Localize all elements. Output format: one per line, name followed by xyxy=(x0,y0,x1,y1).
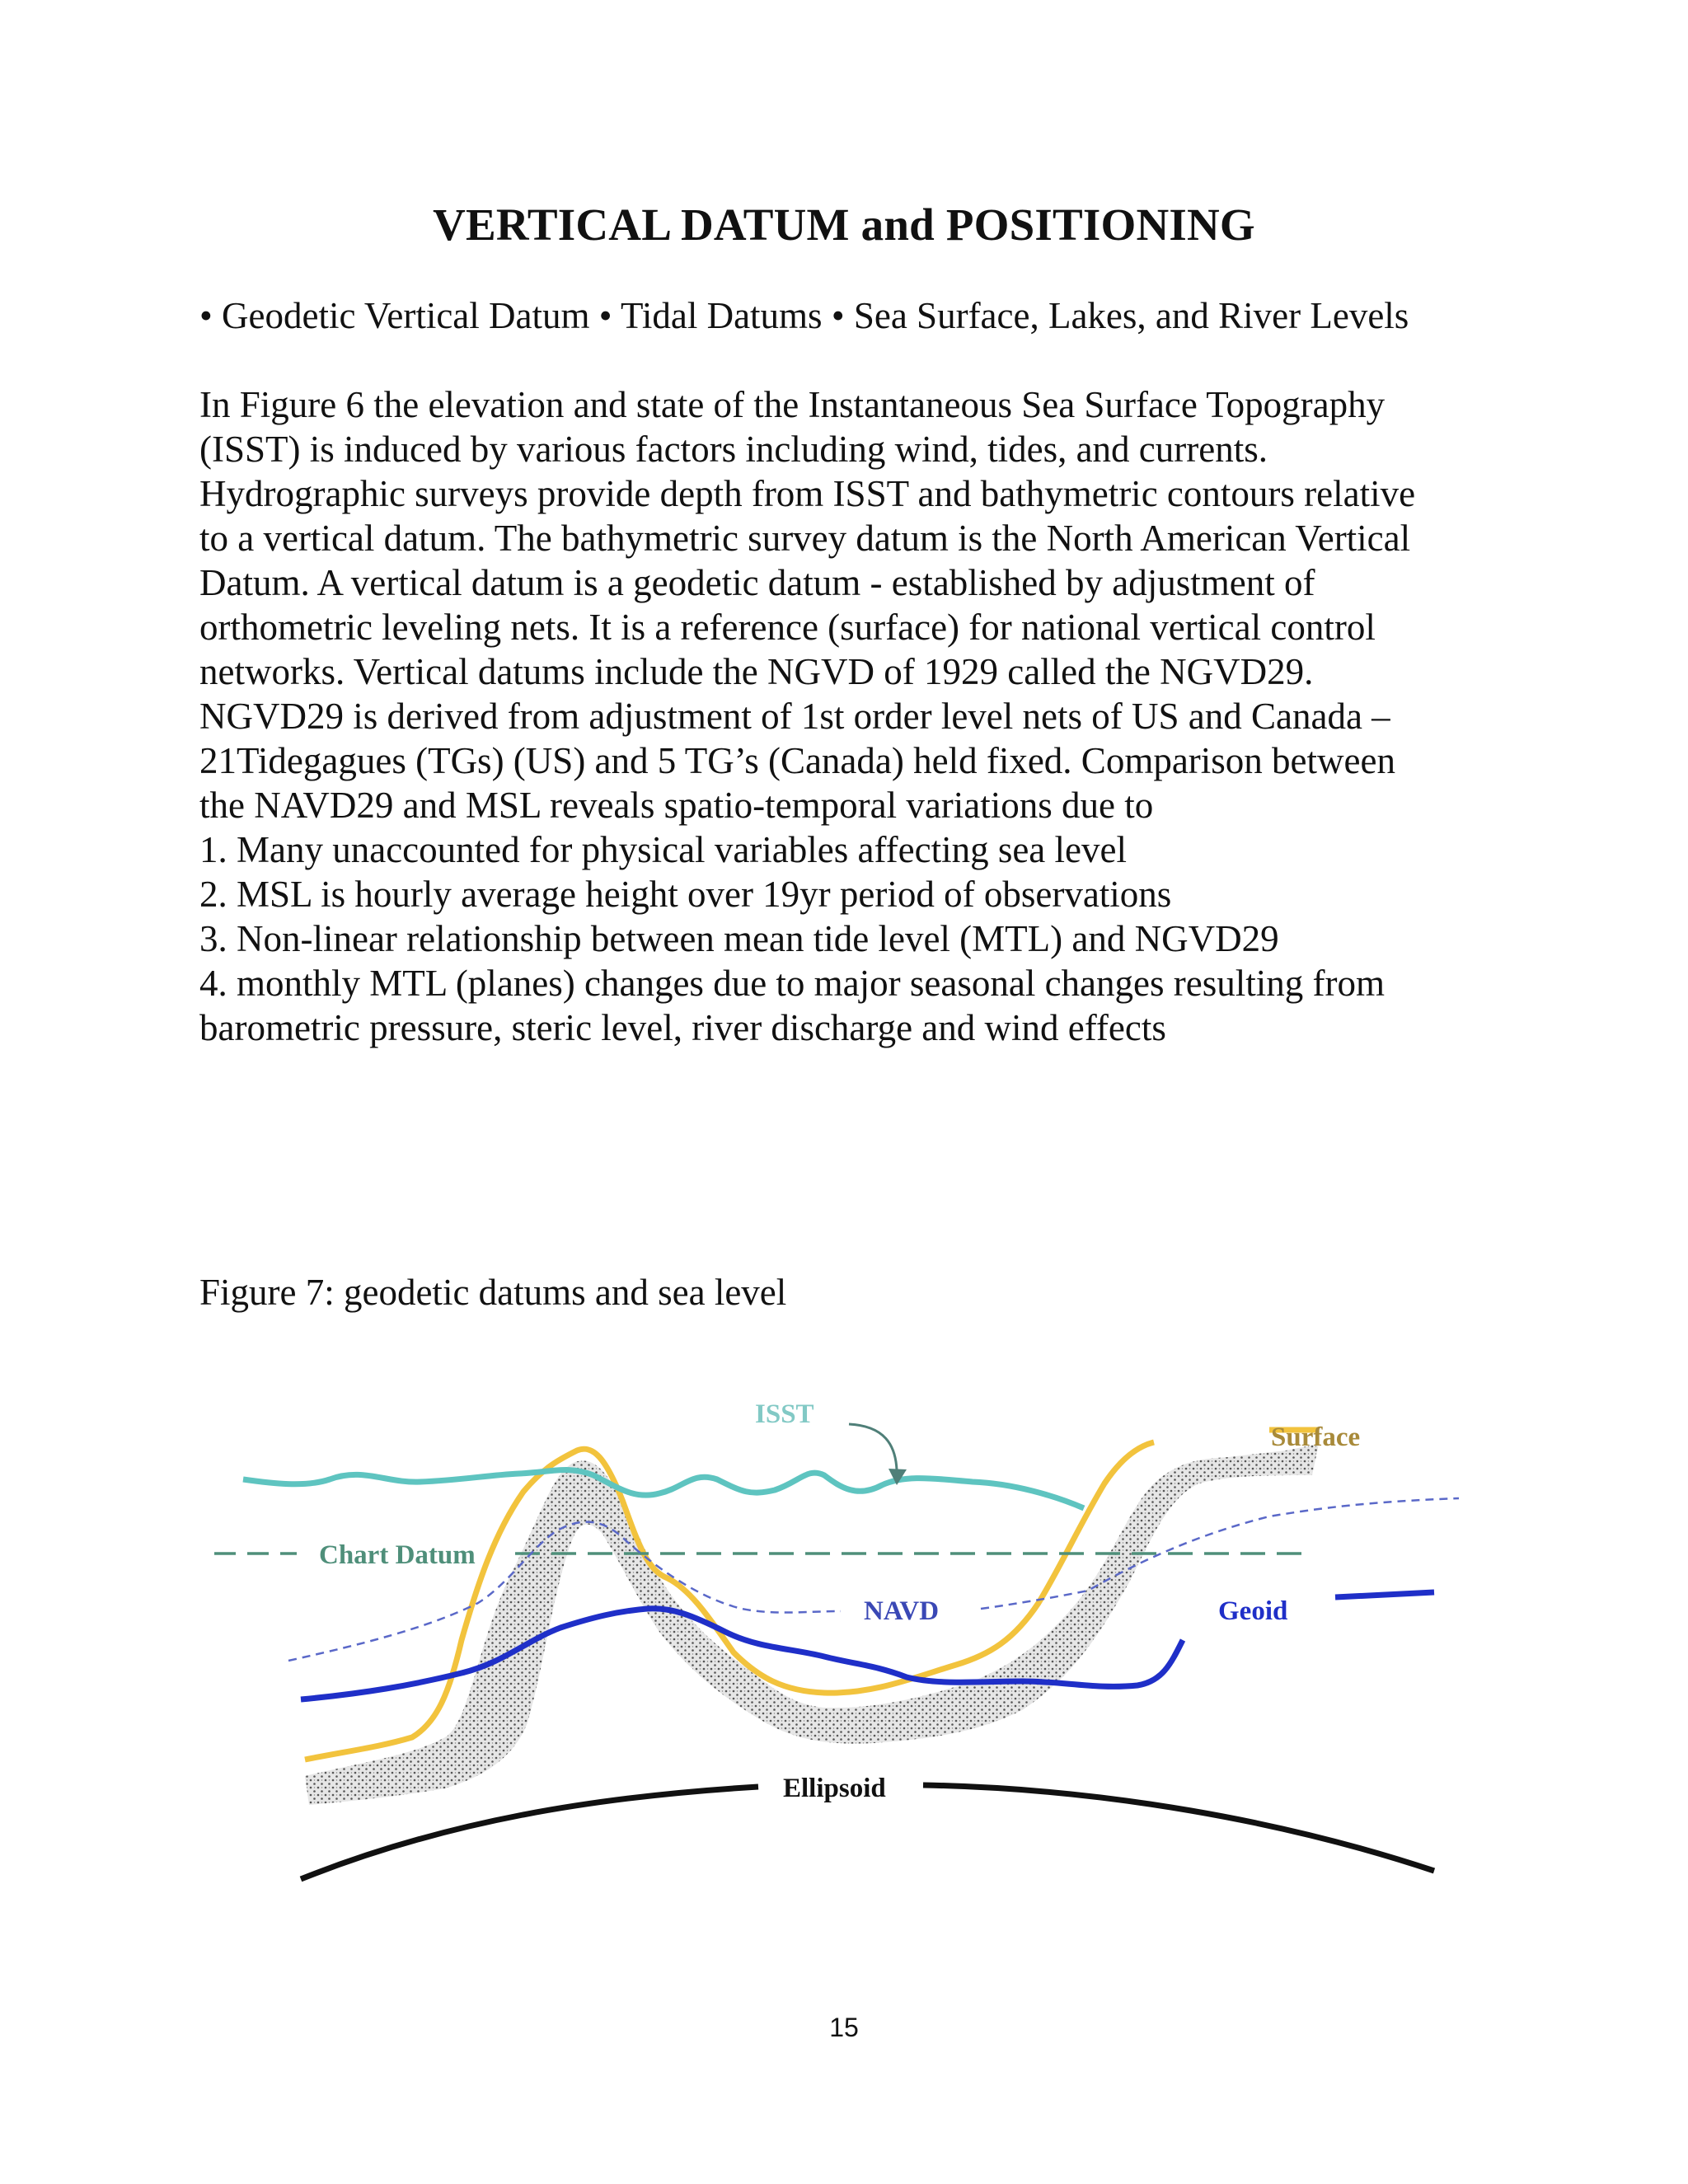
paragraph-line: NGVD29 is derived from adjustment of 1st order level nets of US and Canada – xyxy=(199,696,1390,737)
page-number: 15 xyxy=(829,2013,859,2042)
list-item: 4. monthly MTL (planes) changes due to major seasonal changes resulting from xyxy=(199,963,1385,1004)
list-item: 2. MSL is hourly average height over 19yr period of observations xyxy=(199,874,1172,915)
isst-arrow xyxy=(849,1424,897,1479)
isst-line xyxy=(243,1470,1084,1508)
topics-line: • Geodetic Vertical Datum • Tidal Datums • Sea Surface, Lakes, and River Levels xyxy=(199,295,1409,336)
list-item: 3. Non-linear relationship between mean tide level (MTL) and NGVD29 xyxy=(199,918,1279,959)
geoid-line-right xyxy=(1335,1592,1434,1597)
paragraph-line: (ISST) is induced by various factors including wind, tides, and currents. xyxy=(199,429,1268,470)
paragraph-line: orthometric leveling nets. It is a reference (surface) for national vertical control xyxy=(199,607,1376,648)
datum-figure xyxy=(198,1393,1500,1904)
datum-diagram xyxy=(198,1393,1500,1904)
chart-datum-label: Chart Datum xyxy=(319,1540,476,1570)
ellipsoid-label: Ellipsoid xyxy=(783,1774,886,1803)
terrain-band xyxy=(305,1444,1319,1805)
page-title: VERTICAL DATUM and POSITIONING xyxy=(433,199,1255,250)
paragraph-line: 21Tidegagues (TGs) (US) and 5 TG’s (Canada) held fixed. Comparison between xyxy=(199,740,1395,781)
paragraph-line: barometric pressure, steric level, river discharge and wind effects xyxy=(199,1007,1166,1048)
figure-caption: Figure 7: geodetic datums and sea level xyxy=(199,1272,787,1313)
surface-label: Surface xyxy=(1271,1422,1361,1452)
ellipsoid-line-left xyxy=(301,1787,758,1879)
paragraph-line: networks. Vertical datums include the NGVD of 1929 called the NGVD29. xyxy=(199,651,1314,692)
paragraph-line: Hydrographic surveys provide depth from ISST and bathymetric contours relative xyxy=(199,473,1416,514)
ellipsoid-line-right xyxy=(923,1785,1434,1871)
paragraph-line: Datum. A vertical datum is a geodetic datum - established by adjustment of xyxy=(199,562,1315,603)
list-item: 1. Many unaccounted for physical variables affecting sea level xyxy=(199,829,1127,870)
paragraph-line: to a vertical datum. The bathymetric survey datum is the North American Vertical xyxy=(199,518,1411,559)
body-paragraph xyxy=(199,382,1502,1050)
isst-label: ISST xyxy=(755,1399,814,1429)
paragraph-line: the NAVD29 and MSL reveals spatio-temporal variations due to xyxy=(199,785,1154,826)
navd-label: NAVD xyxy=(864,1596,940,1626)
geoid-label: Geoid xyxy=(1218,1596,1288,1626)
paragraph-line: In Figure 6 the elevation and state of the Instantaneous Sea Surface Topography xyxy=(199,384,1386,425)
